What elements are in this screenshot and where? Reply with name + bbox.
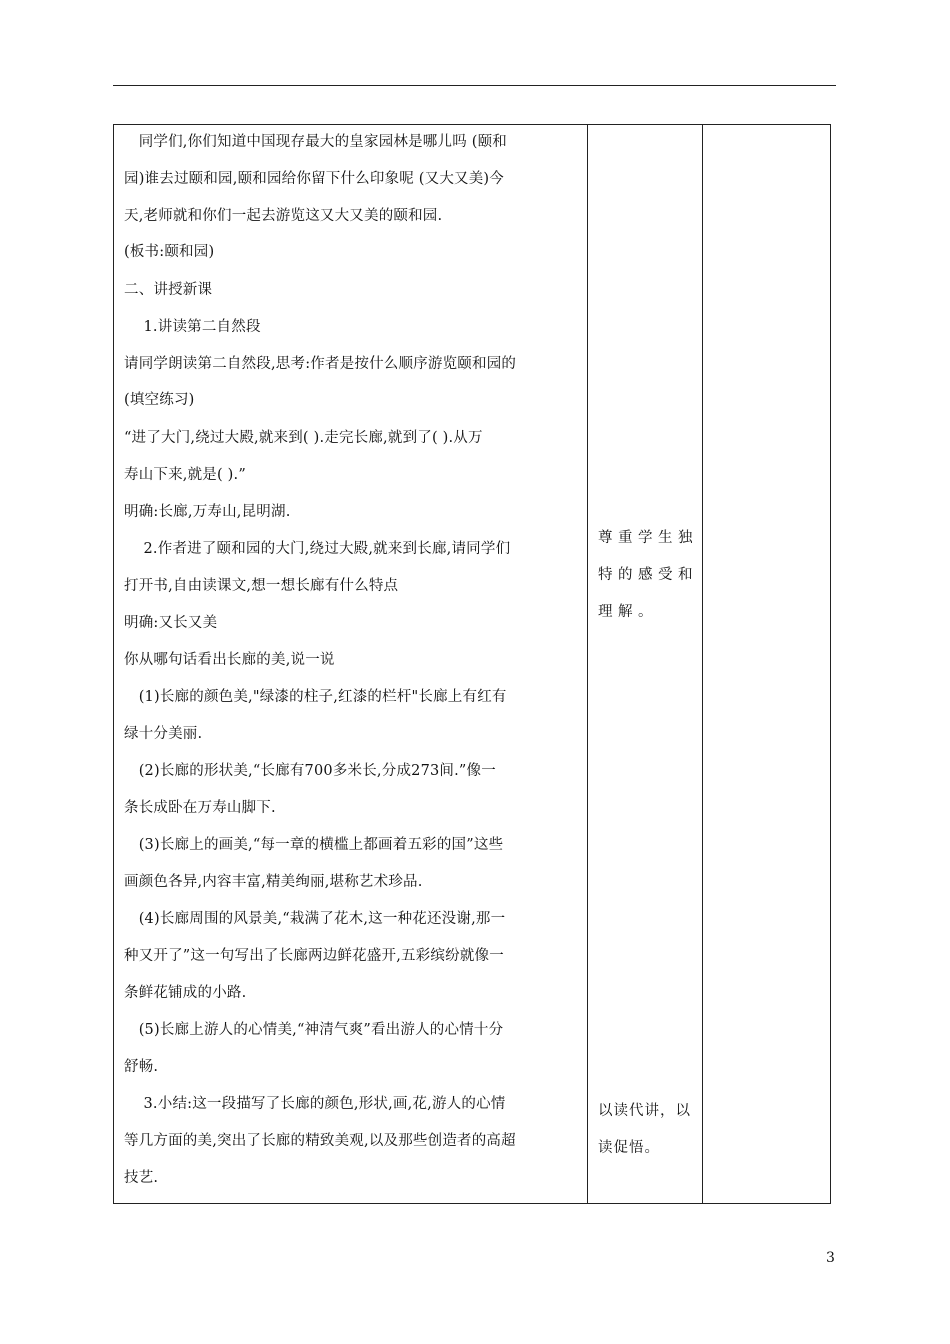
column-divider <box>587 125 588 1203</box>
content-line: (4)长廊周围的风景美,“栽满了花木,这一种花还没谢,那一 <box>124 911 506 927</box>
lesson-plan-table <box>113 124 831 1204</box>
content-line: (板书:颐和园) <box>124 244 215 260</box>
content-line: “进了大门,绕过大殿,就来到( ).走完长廊,就到了( ).从万 <box>124 430 483 446</box>
content-line: 3.小结:这一段描写了长廊的颜色,形状,画,花,游人的心情 <box>124 1096 506 1112</box>
note-line: 以读代讲，以 <box>598 1103 691 1119</box>
content-line: 寿山下来,就是( ).” <box>124 467 246 483</box>
content-line: 打开书,自由读课文,想一想长廊有什么特点 <box>124 578 399 594</box>
header-rule <box>113 85 836 86</box>
content-line: 明确:长廊,万寿山,昆明湖. <box>124 504 291 520</box>
content-line: (2)长廊的形状美,“长廊有700多米长,分成273间.”像一 <box>124 763 496 779</box>
page-number: 3 <box>826 1250 835 1266</box>
content-line: 园)谁去过颐和园,颐和园给你留下什么印象呢 (又大又美)今 <box>124 171 504 187</box>
content-line: 等几方面的美,突出了长廊的精致美观,以及那些创造者的高超 <box>124 1133 516 1149</box>
note-line: 理解。 <box>598 604 658 620</box>
content-line: 天,老师就和你们一起去游览这又大又美的颐和园. <box>124 208 443 224</box>
content-line: (填空练习) <box>124 392 195 408</box>
content-line: 2.作者进了颐和园的大门,绕过大殿,就来到长廊,请同学们 <box>124 541 511 557</box>
content-line: (1)长廊的颜色美,"绿漆的柱子,红漆的栏杆"长廊上有红有 <box>124 689 507 705</box>
content-line: 种又开了”这一句写出了长廊两边鲜花盛开,五彩缤纷就像一 <box>124 948 504 964</box>
content-line: 条长成卧在万寿山脚下. <box>124 800 276 816</box>
content-line: (5)长廊上游人的心情美,“神清气爽”看出游人的心情十分 <box>124 1022 504 1038</box>
note-line: 读促悟。 <box>598 1140 660 1156</box>
content-line: 明确:又长又美 <box>124 615 218 631</box>
content-line: 二、讲授新课 <box>124 282 213 298</box>
content-line: 舒畅. <box>124 1059 159 1075</box>
content-line: 技艺. <box>124 1170 159 1186</box>
content-line: (3)长廊上的画美,“每一章的横槛上都画着五彩的国”这些 <box>124 837 504 853</box>
content-line: 绿十分美丽. <box>124 726 203 742</box>
note-line: 特的感受和 <box>598 567 698 583</box>
content-line: 1.讲读第二自然段 <box>124 319 261 335</box>
content-line: 同学们,你们知道中国现存最大的皇家园林是哪儿吗 (颐和 <box>124 134 507 150</box>
note-line: 尊重学生独 <box>598 530 698 546</box>
content-line: 画颜色各异,内容丰富,精美绚丽,堪称艺术珍品. <box>124 874 423 890</box>
content-line: 条鲜花铺成的小路. <box>124 985 247 1001</box>
column-divider <box>702 125 703 1203</box>
content-line: 请同学朗读第二自然段,思考:作者是按什么顺序游览颐和园的 <box>124 356 517 372</box>
content-line: 你从哪句话看出长廊的美,说一说 <box>124 652 335 668</box>
